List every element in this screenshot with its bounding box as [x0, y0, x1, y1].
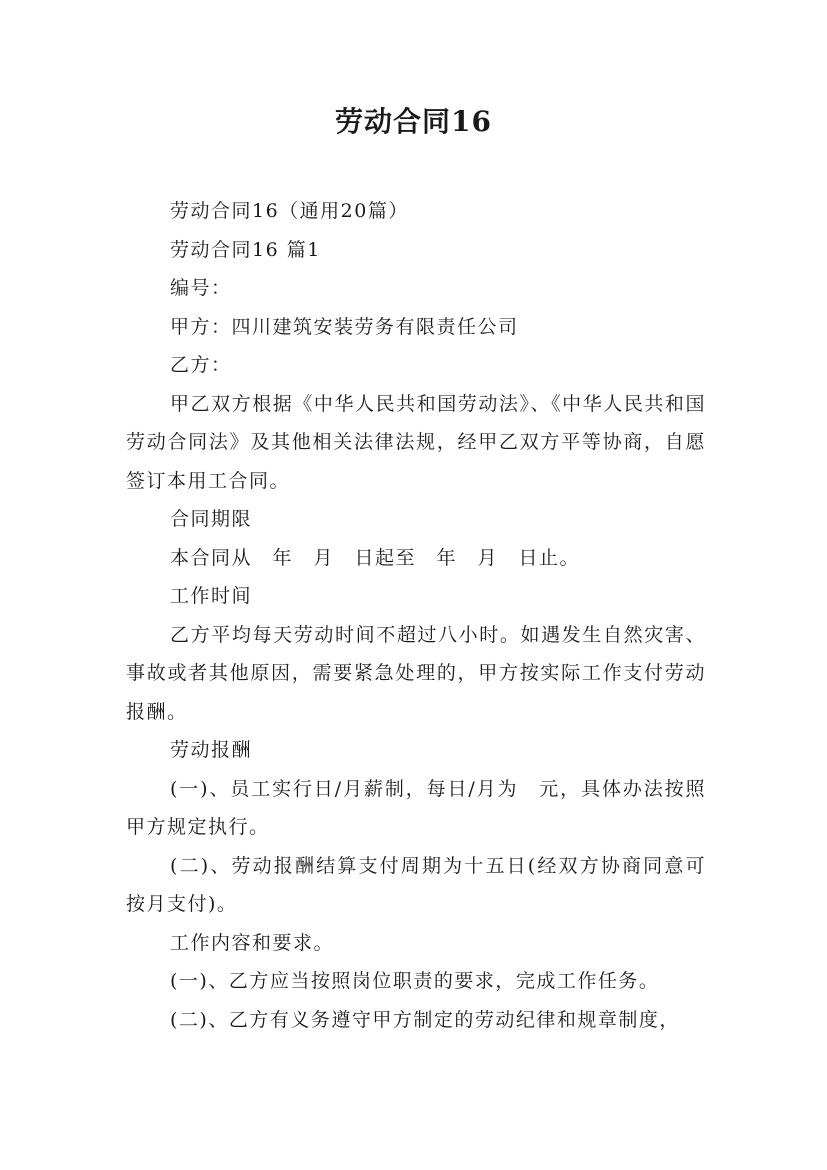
document-body	[126, 192, 706, 1039]
heading-contract-term: 合同期限	[170, 508, 253, 530]
document-title: 劳动合同16	[335, 105, 492, 138]
heading-remuneration: 劳动报酬	[170, 739, 253, 761]
paragraph-subtitle: 劳动合同16（通用20篇）	[170, 200, 409, 222]
paragraph-preamble: 甲乙双方根据《中华人民共和国劳动法》、《中华人民共和国劳动合同法》及其他相关法律法规，经甲乙双方平等协商，自愿签订本用工合同。	[126, 392, 706, 492]
paragraph-party-a: 甲方：四川建筑安装劳务有限责任公司	[170, 315, 519, 338]
paragraph-work-content-2: (二)、乙方有义务遵守甲方制定的劳动纪律和规章制度，	[170, 1008, 680, 1031]
paragraph-number: 编号：	[170, 277, 232, 299]
paragraph-party-b: 乙方：	[170, 354, 232, 376]
heading-work-content: 工作内容和要求。	[170, 931, 335, 954]
paragraph-work-content-1: (一)、乙方应当按照岗位职责的要求，完成工作任务。	[170, 970, 660, 992]
paragraph-remuneration-1: (一)、员工实行日/月薪制，每日/月为 元，具体办法按照甲方规定执行。	[126, 777, 706, 838]
paragraph-section-heading: 劳动合同16 篇1	[170, 238, 321, 261]
paragraph-remuneration-2: (二)、劳动报酬结算支付周期为十五日(经双方协商同意可按月支付)。	[126, 854, 706, 915]
heading-working-hours: 工作时间	[170, 585, 253, 607]
paragraph-working-hours: 乙方平均每天劳动时间不超过八小时。如遇发生自然灾害、事故或者其他原因，需要紧急处理的，甲方按实际工作支付劳动报酬。	[126, 623, 706, 723]
paragraph-contract-term: 本合同从 年 月 日起至 年 月 日止。	[170, 546, 581, 569]
